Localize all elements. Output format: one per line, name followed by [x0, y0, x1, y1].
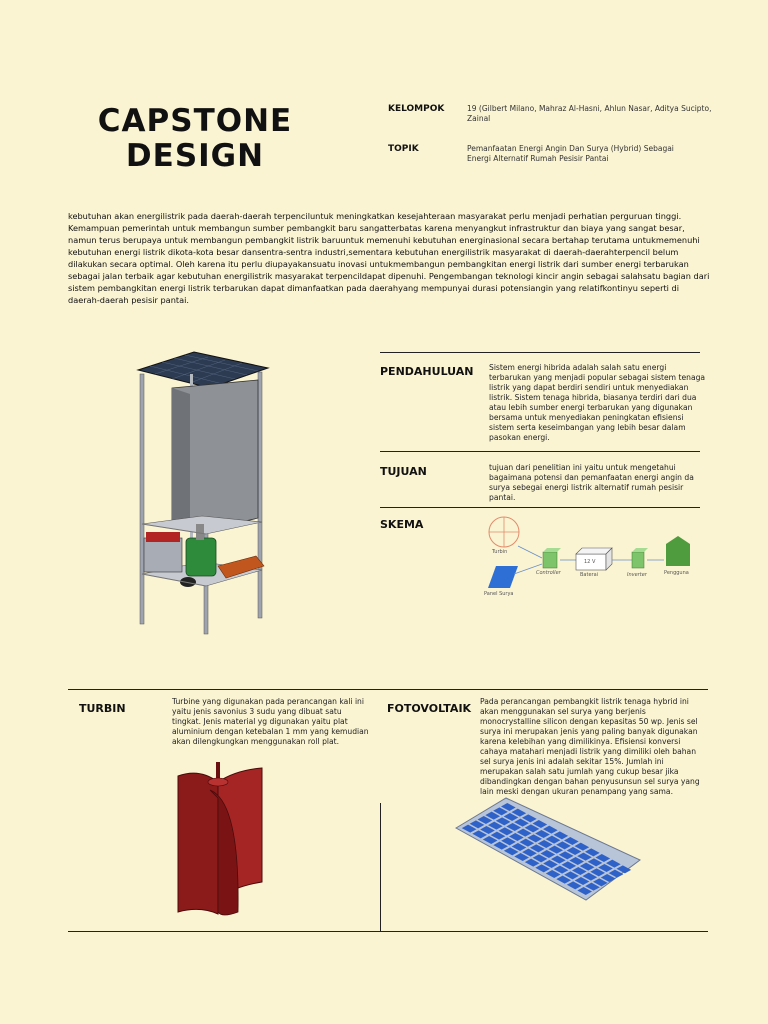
inverter-icon: [632, 552, 644, 568]
kelompok-value: 19 (Gilbert Milano, Mahraz Al-Hasni, Ahlun Nasar, Aditya Sucipto, Zainal: [467, 104, 712, 123]
savonius-turbine-illustration: [170, 762, 270, 920]
hybrid-tower-illustration: [130, 348, 275, 638]
panel-surya-label: Panel Surya: [484, 591, 514, 597]
column-divider: [380, 803, 381, 931]
turbin-label: Turbin: [492, 549, 508, 555]
intro-paragraph: kebutuhan akan energilistrik pada daerah-daerah terpenciluntuk meningkatkan kesejahteraan masyarakat perlu menjadi perhatian perguruan tinggi. Kemampuan pemerintah untuk membangun sumber pembangkit baru sangatterbatas karena menyangkut infrastruktur dan biaya yang sangat besar, namun terus berupaya untuk membangun pembangkit listrik baruuntuk memenuhi kebutuhan energinasional secara bertahap terutama untukmemenuhi kebutuhan energi listrik dikota-kota besar dansentra-sentra industri,sementara kebutuhan energilistrik masyarakat di daerah-daerahterpencil belum dilakukan secara optimal. Oleh karena itu perlu diupayakansuatu inovasi untukmembangun pembangkitan energi listrik dari sumber energi terbarukan sebagai jalan terbaik agar kebutuhan energilistrik masyarakat terpencildapat dipenuhi. Pengembangan teknologi kincir angin sebagai salahsatu bagian dari sistem pembangkitan energi listrik terbarukan dapat dimanfaatkan pada daerahyang mempunyai durasi potensiangin yang relatifkontinyu seperti di daerah-daerah pesisir pantai.: [68, 211, 710, 305]
fotovoltaik-text: Pada perancangan pembangkit listrik tenaga hybrid ini akan menggunakan sel surya yang berjenis monocrystalline silicon dengan kepasitas 50 wp. Jenis sel surya ini merupakan jenis yang paling banyak digunakan karena kelebihan yang dimilikinya. Efisiensi konversi cahaya matahari menjadi listrik yang dimiliki oleh bahan sel surya jenis ini adalah sekitar 15%. Jumlah ini merupakan salah satu jumlah yang cukup besar jika dibandingkan dengan bahan penyusunsun sel surya yang lain meski dengan ukuran penampang yang sama.: [480, 697, 700, 796]
solar-panel-illustration: [452, 796, 644, 908]
page-title: [82, 104, 308, 174]
divider: [380, 451, 700, 452]
title-line-1: CAPSTONE: [97, 103, 293, 139]
solar-panel-icon: [488, 566, 518, 588]
tujuan-heading: TUJUAN: [380, 465, 427, 478]
fotovoltaik-heading: FOTOVOLTAIK: [387, 702, 472, 715]
pendahuluan-text: Sistem energi hibrida adalah salah satu energi terbarukan yang menjadi popular sebagai sistem tenaga listrik yang dapat berdiri sendiri untuk menyediakan listrik. Sistem tenaga hibrida, biasanya terdiri dari dua atau lebih sumber energi terbarukan yang digunakan bersama untuk menyediakan peningkatan efisiensi sistem serta keseimbangan yang lebih besar dalam pasokan energi.: [489, 363, 706, 442]
house-icon: [666, 536, 690, 566]
tujuan-text: tujuan dari penelitian ini yaitu untuk mengetahui bagaimana potensi dan pemanfaatan energi angin da surya sebegai energi listrik alternatif rumah pesisir pantai.: [489, 463, 694, 502]
skema-diagram: [480, 512, 704, 602]
pengguna-label: Pengguna: [664, 570, 689, 576]
skema-heading: SKEMA: [380, 518, 424, 531]
inverter-label: Inverter: [627, 572, 647, 578]
divider: [380, 507, 700, 508]
topik-value: Pemanfaatan Energi Angin Dan Surya (Hybrid) Sebagai Energi Alternatif Rumah Pesisir Pantai: [467, 144, 674, 163]
controller-label: Controller: [536, 570, 561, 576]
divider: [68, 931, 708, 932]
kelompok-label: KELOMPOK: [388, 104, 445, 114]
title-line-2: DESIGN: [125, 138, 265, 174]
topik-label: TOPIK: [388, 144, 419, 154]
turbin-heading: TURBIN: [79, 702, 126, 715]
divider: [68, 689, 708, 690]
baterai-label: Baterai: [580, 572, 599, 578]
pendahuluan-heading: PENDAHULUAN: [380, 365, 474, 378]
divider: [380, 352, 700, 353]
battery-value: 12 V: [584, 559, 596, 565]
controller-icon: [543, 552, 557, 568]
turbin-text: Turbine yang digunakan pada perancangan kali ini yaitu jenis savonius 3 sudu yang dibuat satu tingkat. Jenis material yg digunakan yaitu plat aluminium dengan ketebalan 1 mm yang kemudian akan dilengkungkan menggunakan roll plat.: [172, 697, 369, 746]
